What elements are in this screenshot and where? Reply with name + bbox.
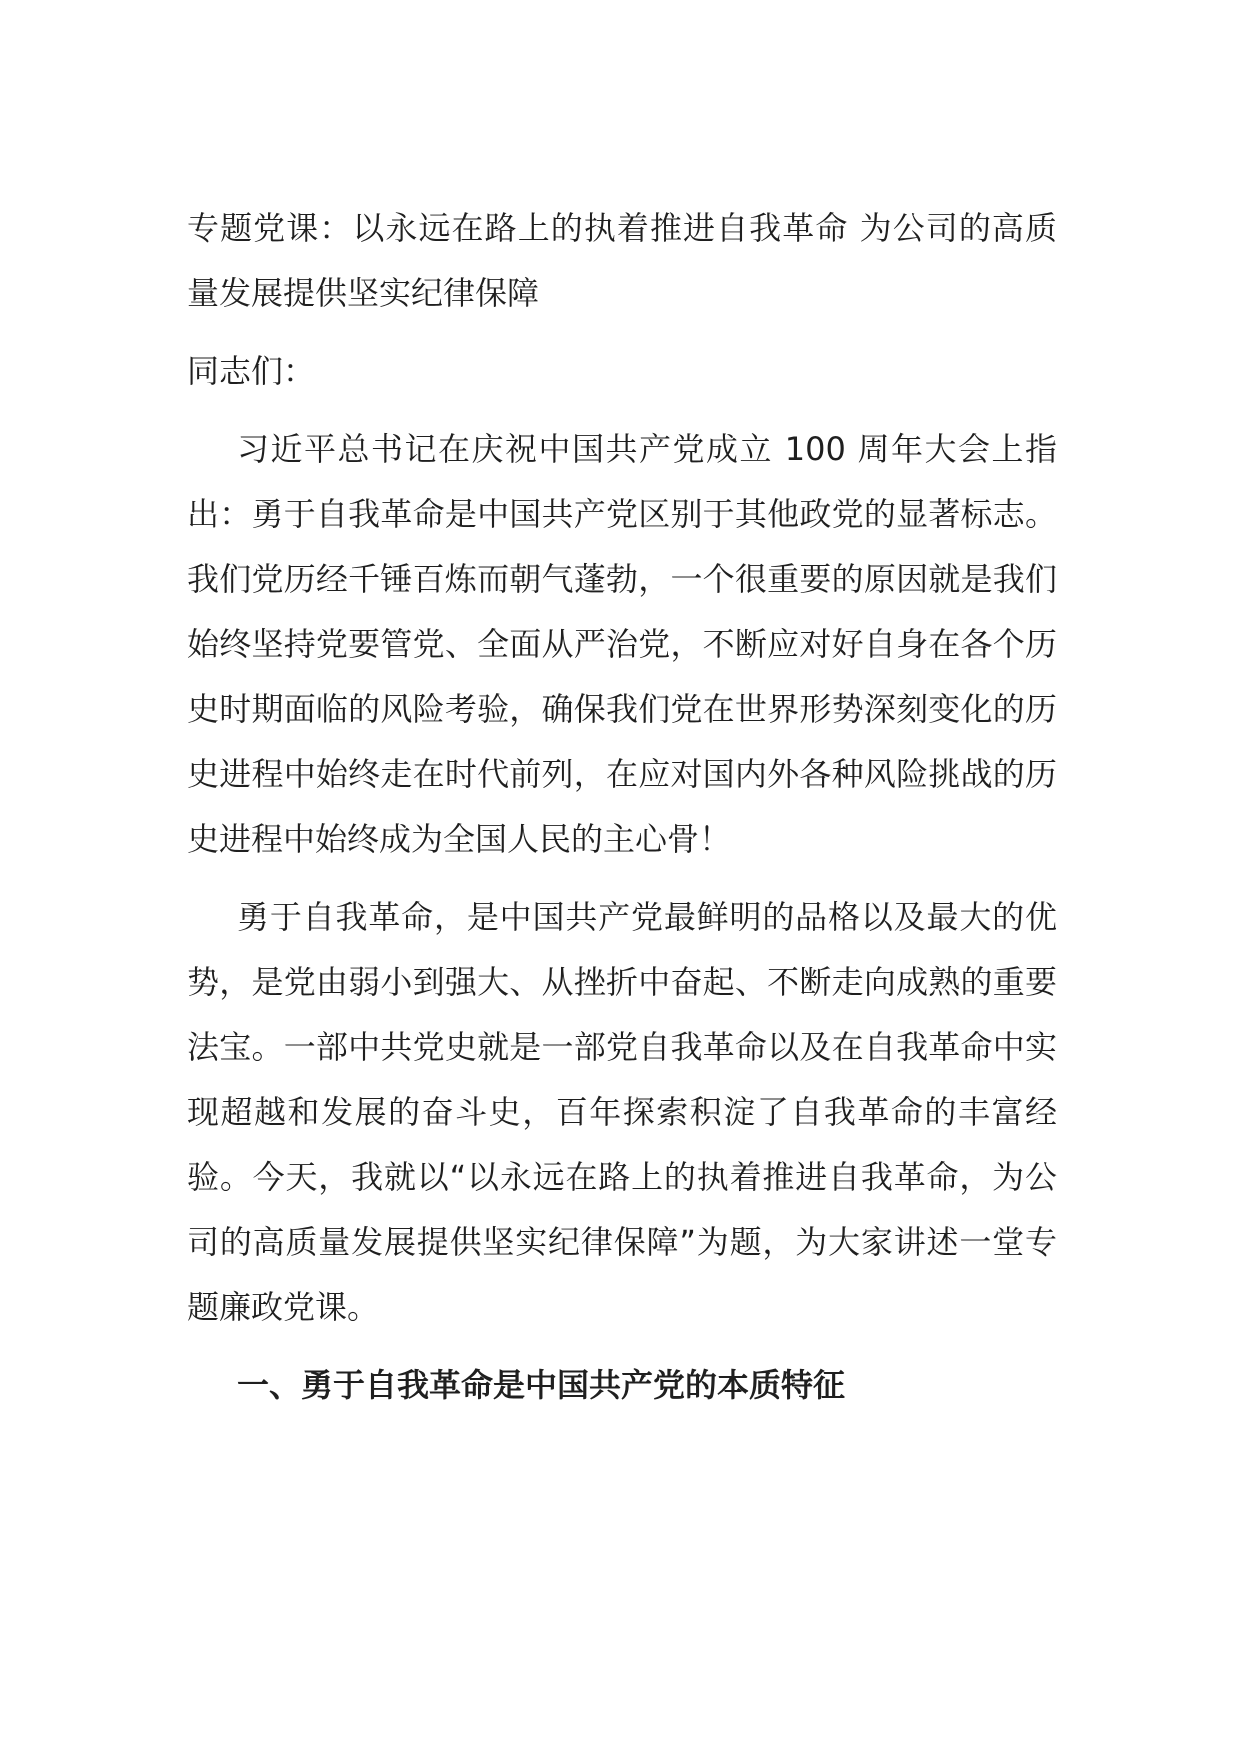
salutation: 同志们： bbox=[187, 352, 316, 390]
document-title: 专题党课：以永远在路上的执着推进自我革命 为公司的高质量发展提供坚实纪律保障 bbox=[187, 209, 1057, 312]
document-body bbox=[187, 196, 1057, 1418]
paragraph-2: 勇于自我革命，是中国共产党最鲜明的品格以及最大的优势，是党由弱小到强大、从挫折中奋起、不断走向成熟的重要法宝。一部中共党史就是一部党自我革命以及在自我革命中实现超越和发展的奋斗史，百年探索积淀了自我革命的丰富经验。今天，我就以“以永远在路上的执着推进自我革命，为公司的高质量发展提供坚实纪律保障”为题，为大家讲述一堂专题廉政党课。 bbox=[187, 898, 1057, 1326]
paragraph-1: 习近平总书记在庆祝中国共产党成立 100 周年大会上指出：勇于自我革命是中国共产党区别于其他政党的显著标志。我们党历经千锤百炼而朝气蓬勃，一个很重要的原因就是我们始终坚持党要管党、全面从严治党，不断应对好自身在各个历史时期面临的风险考验，确保我们党在世界形势深刻变化的历史进程中始终走在时代前列，在应对国内外各种风险挑战的历史进程中始终成为全国人民的主心骨！ bbox=[187, 430, 1057, 858]
section-heading: 一、勇于自我革命是中国共产党的本质特征 bbox=[237, 1366, 846, 1404]
